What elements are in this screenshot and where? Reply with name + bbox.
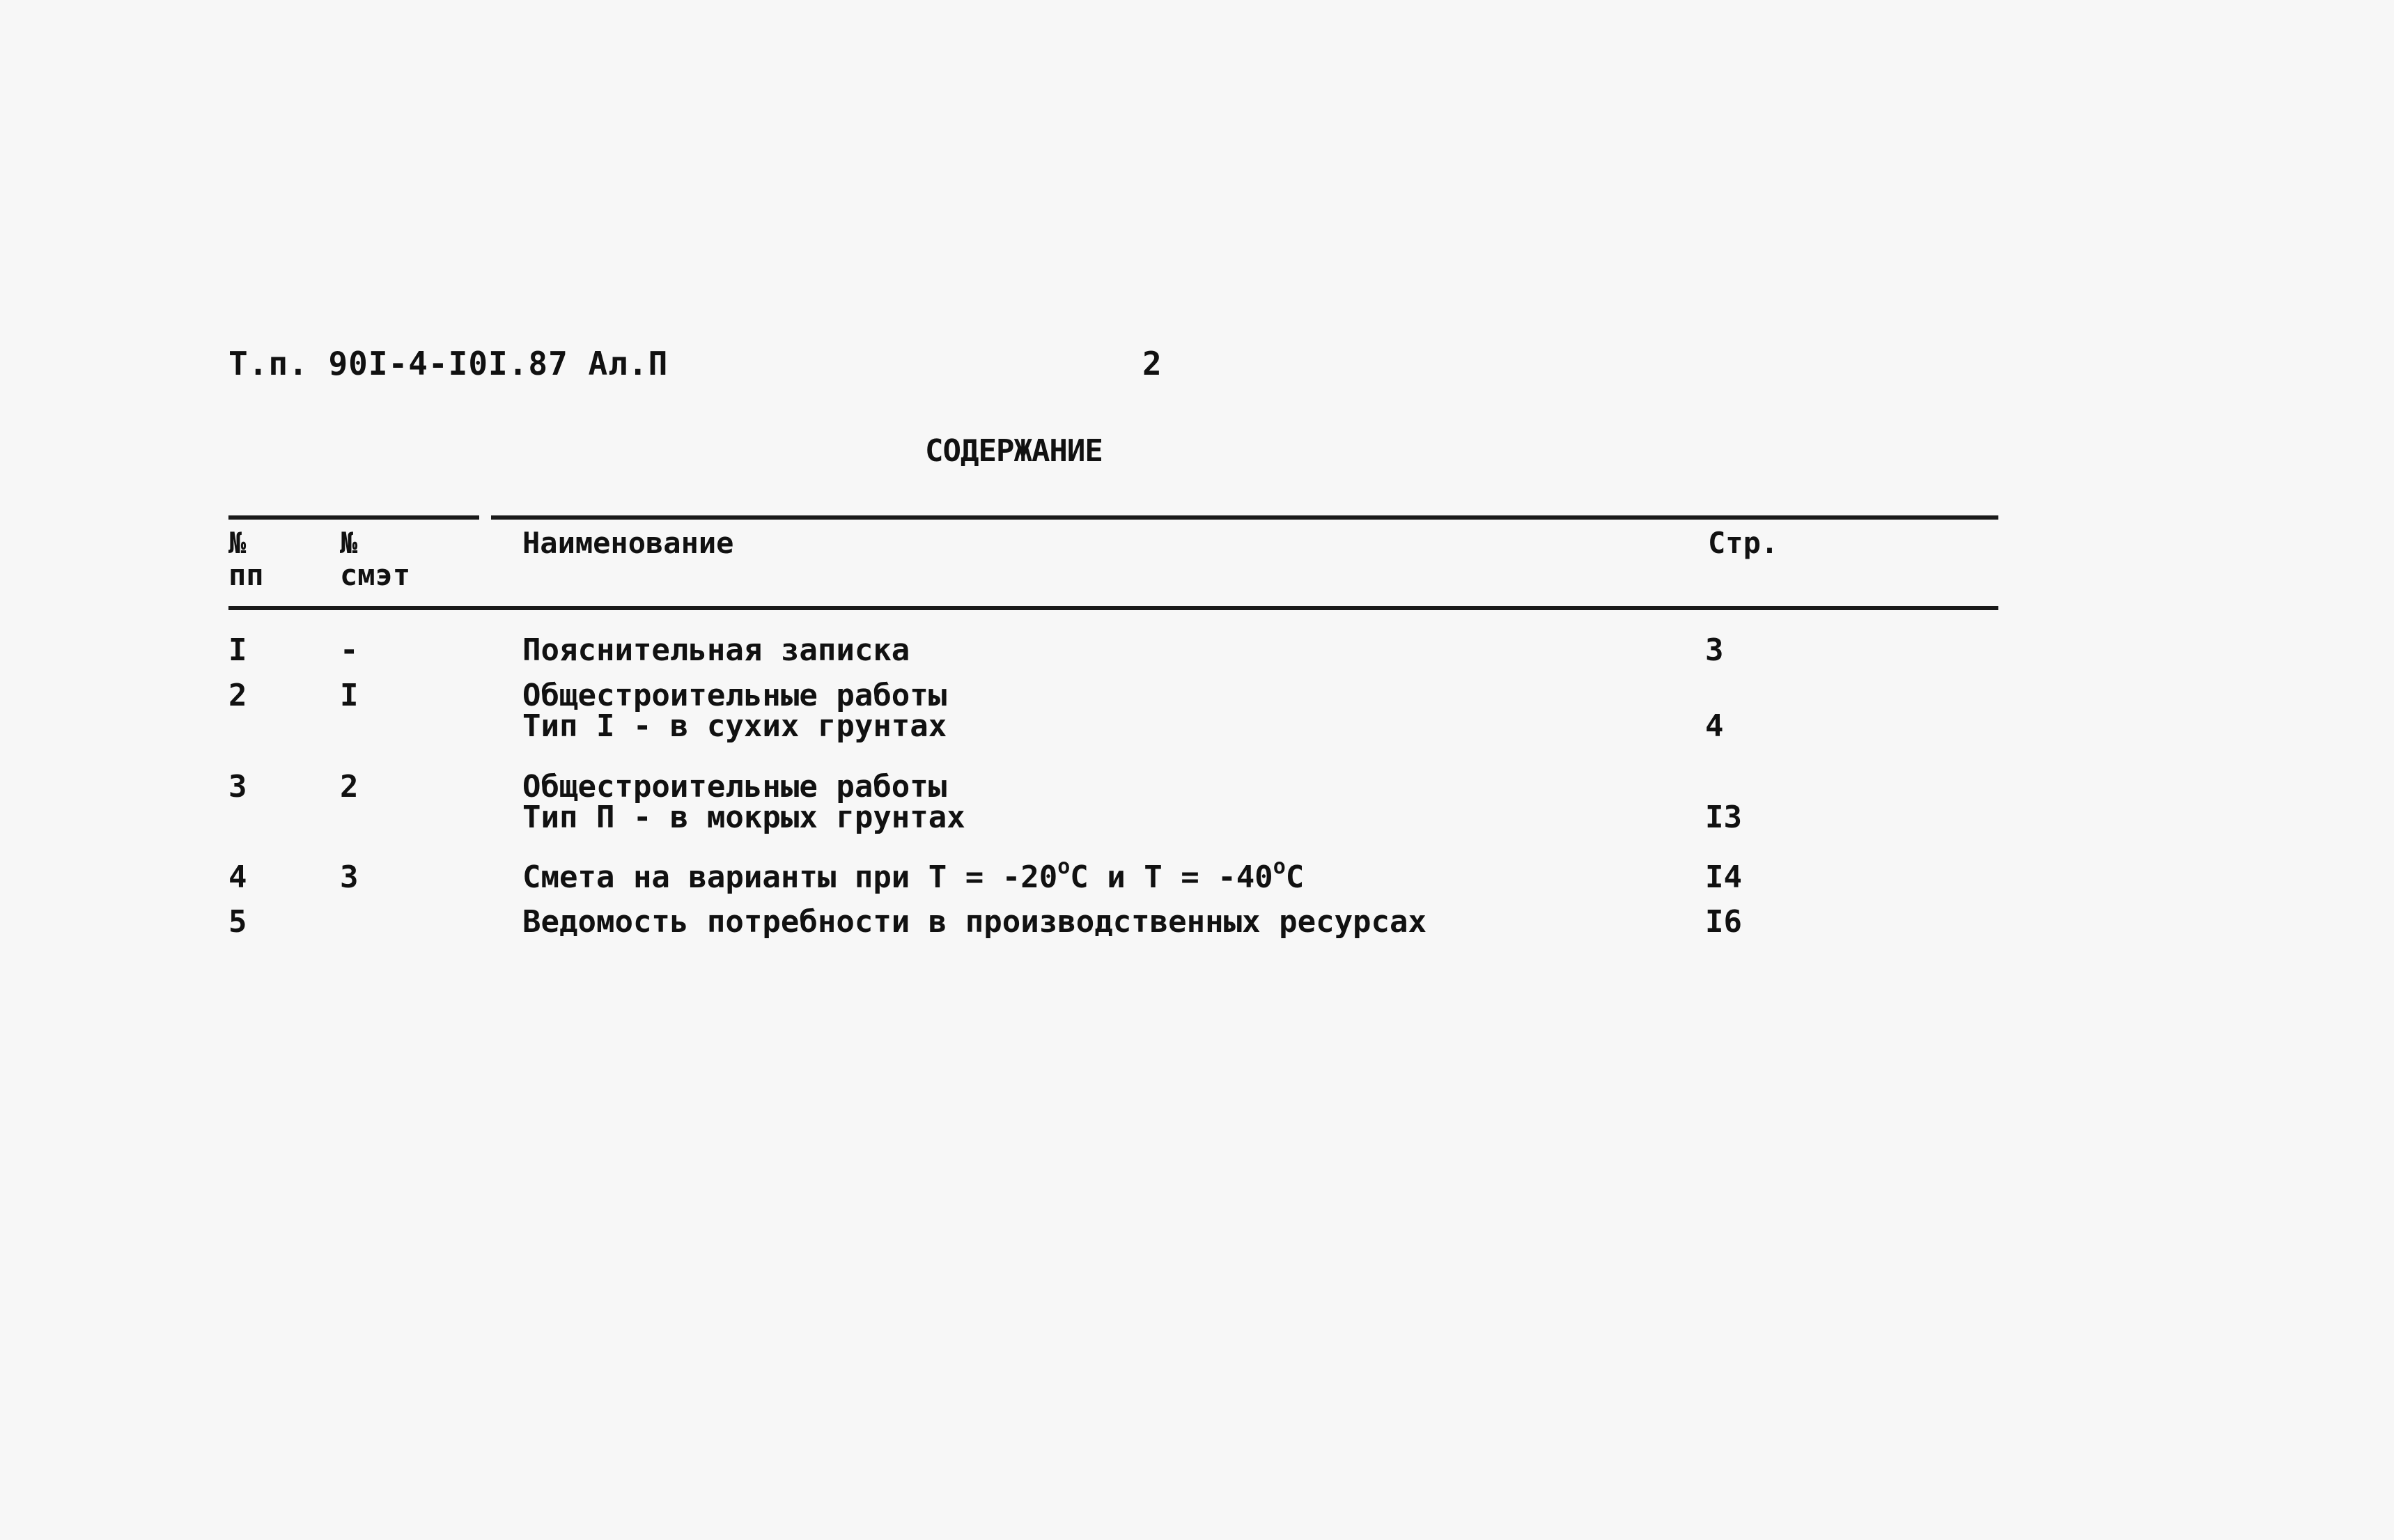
row-name-line2: Тип П - в мокрых грунтах <box>522 800 965 835</box>
row-name-line2: Тип I - в сухих грунтах <box>522 708 947 744</box>
row-page: I3 <box>1705 800 1742 835</box>
row-name <box>522 855 1305 895</box>
header-num-line2: пп <box>228 558 264 592</box>
row-num: I <box>228 632 247 668</box>
row-page: I4 <box>1705 860 1742 895</box>
row-num: 3 <box>228 769 247 804</box>
row-name-line1: Общестроительные работы <box>522 678 947 713</box>
header-num-line1: № <box>228 526 247 560</box>
row-name-part: Смета на варианты при Т = -20 <box>522 860 1058 895</box>
row-name-part: С и Т = -40 <box>1070 860 1273 895</box>
row-num: 2 <box>228 678 247 713</box>
document-code: Т.п. 90I-4-I0I.87 Ал.П <box>228 345 669 382</box>
row-smeta: 2 <box>340 769 359 804</box>
row-smeta: 3 <box>340 860 359 895</box>
row-name: Ведомость потребности в производственных ресурсах <box>522 904 1427 940</box>
degree-sign: о <box>1057 855 1071 879</box>
row-name-line1: Общестроительные работы <box>522 769 947 804</box>
table-header-rule <box>228 606 1998 610</box>
header-page: Стр. <box>1708 526 1779 560</box>
row-page: 4 <box>1705 708 1724 744</box>
row-smeta: I <box>340 678 359 713</box>
header-smeta-line2: смэт <box>340 558 411 592</box>
row-name: Пояснительная записка <box>522 632 910 668</box>
row-num: 4 <box>228 860 247 895</box>
page-title: СОДЕРЖАНИЕ <box>925 433 1103 469</box>
row-page: I6 <box>1705 904 1742 940</box>
row-num: 5 <box>228 904 247 940</box>
row-smeta: - <box>340 632 359 668</box>
degree-sign: о <box>1273 855 1286 879</box>
header-name: Наименование <box>522 526 734 560</box>
page-number: 2 <box>1142 345 1162 382</box>
row-page: 3 <box>1705 632 1724 668</box>
table-top-rule-left <box>228 515 479 520</box>
table-top-rule-right <box>491 515 1998 520</box>
header-smeta-line1: № <box>340 526 358 560</box>
row-name-part: С <box>1285 860 1305 895</box>
